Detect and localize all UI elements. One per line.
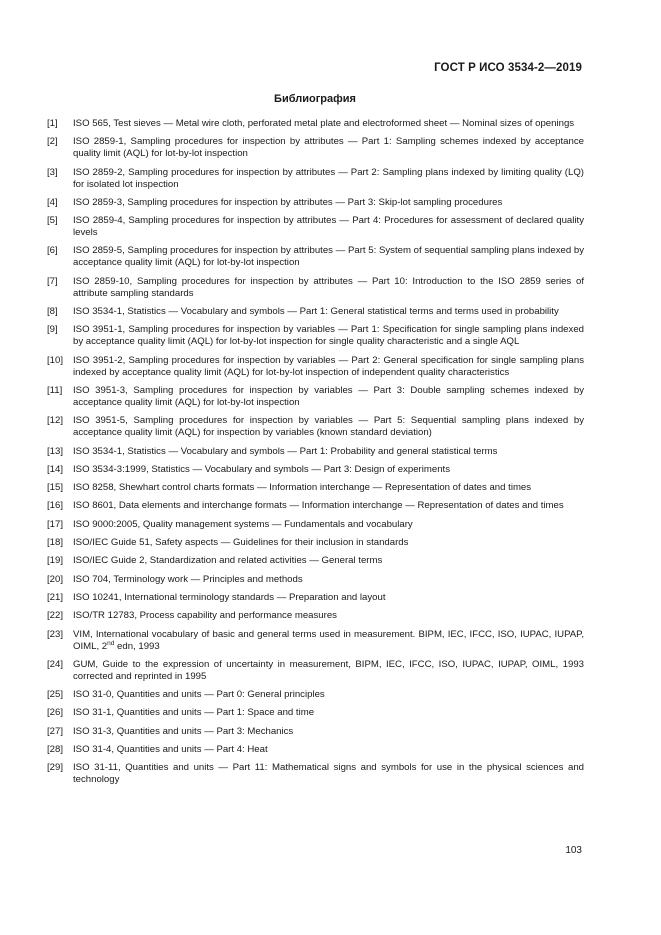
entry-text: ISO 31-1, Quantities and units — Part 1: Space and time xyxy=(73,707,315,719)
entry-number: [22] xyxy=(47,610,64,622)
entry-text: ISO 8601, Data elements and interchange formats — Information interchange — Representation of dates and times xyxy=(73,500,564,512)
entry-text-tail: edn, 1993 xyxy=(114,640,160,652)
entry-number: [6] xyxy=(47,245,58,257)
entry-text: ISO 2859-10, Sampling procedures for inspection by attributes — Part 10: Introduction to the ISO 2859 series of attribute sampling standards xyxy=(73,275,584,299)
entry-text: ISO/IEC Guide 2, Standardization and related activities — General terms xyxy=(73,555,383,567)
bibliography-entry xyxy=(47,500,584,512)
entry-text: ISO 9000:2005, Quality management systems — Fundamentals and vocabulary xyxy=(73,518,413,530)
bibliography-entry xyxy=(47,629,584,653)
entry-number: [25] xyxy=(47,689,64,701)
standard-id: ГОСТ Р ИСО 3534-2—2019 xyxy=(434,62,582,74)
bibliography-entry xyxy=(47,537,584,549)
entry-text: ISO 3951-3, Sampling procedures for inspection by variables — Part 3: Double sampling schemes indexed by acceptance quality limit (AQL) for lot-by-lot inspection xyxy=(73,384,584,408)
bibliography-entry xyxy=(47,707,584,719)
entry-number: [3] xyxy=(47,166,58,178)
entry-text-main: VIM, International vocabulary of basic and general terms used in measurement. BIPM, IEC, IFCC, ISO, IUPAC, IUPAP, OIML, 2 xyxy=(73,628,584,652)
entry-text: ISO 2859-3, Sampling procedures for inspection by attributes — Part 3: Skip-lot sampling procedures xyxy=(73,196,503,208)
entry-text: ISO 704, Terminology work — Principles and methods xyxy=(73,573,303,585)
bibliography-entry xyxy=(47,136,584,160)
entry-number: [4] xyxy=(47,196,58,208)
entry-text: ISO/IEC Guide 51, Safety aspects — Guidelines for their inclusion in standards xyxy=(73,537,409,549)
bibliography-entry xyxy=(47,245,584,269)
entry-number: [13] xyxy=(47,445,64,457)
bibliography-entry xyxy=(47,215,584,239)
entry-number: [11] xyxy=(47,384,63,396)
bibliography-entry xyxy=(47,555,584,567)
entry-text: ISO 31-0, Quantities and units — Part 0: General principles xyxy=(73,689,325,701)
entry-number: [18] xyxy=(47,537,64,549)
entry-number: [5] xyxy=(47,215,58,227)
bibliography-entry xyxy=(47,197,584,209)
bibliography-entry xyxy=(47,446,584,458)
entry-text: ISO 3534-3:1999, Statistics — Vocabulary and symbols — Part 3: Design of experiments xyxy=(73,463,451,475)
bibliography-entry xyxy=(47,762,584,786)
bibliography-entry xyxy=(47,355,584,379)
entry-text xyxy=(73,629,584,653)
entry-number: [7] xyxy=(47,275,58,287)
bibliography-entry xyxy=(47,167,584,191)
bibliography-entry xyxy=(47,592,584,604)
edition-superscript: nd xyxy=(107,639,115,647)
bibliography-entry xyxy=(47,744,584,756)
entry-number: [1] xyxy=(47,118,58,129)
bibliography-entry xyxy=(47,276,584,300)
entry-text: ISO 2859-2, Sampling procedures for inspection by attributes — Part 2: Sampling plans indexed by limiting quality (LQ) for isolated lot inspection xyxy=(73,166,584,190)
entry-number: [2] xyxy=(47,136,58,148)
bibliography-entry xyxy=(47,464,584,476)
entry-text: ISO 3534-1, Statistics — Vocabulary and symbols — Part 1: Probability and general statistical terms xyxy=(73,445,498,457)
entry-number: [23] xyxy=(47,628,64,640)
bibliography-entry xyxy=(47,659,584,683)
bibliography-entry xyxy=(47,726,584,738)
bibliography-entry xyxy=(47,415,584,439)
entry-number: [24] xyxy=(47,658,64,670)
bibliography-entry xyxy=(47,118,584,130)
entry-number: [15] xyxy=(47,482,64,494)
bibliography-entry xyxy=(47,306,584,318)
entry-number: [10] xyxy=(47,354,64,366)
entry-text: ISO 8258, Shewhart control charts formats — Information interchange — Representation of dates and times xyxy=(73,482,532,494)
entry-text: ISO 31-3, Quantities and units — Part 3: Mechanics xyxy=(73,725,294,737)
entry-number: [26] xyxy=(47,707,64,719)
entry-text: ISO 31-4, Quantities and units — Part 4: Heat xyxy=(73,744,268,756)
bibliography-entry xyxy=(47,689,584,701)
bibliography-entry xyxy=(47,574,584,586)
bibliography-entry xyxy=(47,482,584,494)
entry-text: ISO 31-11, Quantities and units — Part 11: Mathematical signs and symbols for use in the physical sciences and technology xyxy=(73,762,584,786)
entry-text: ISO 3951-2, Sampling procedures for inspection by variables — Part 2: General specification for single sampling plans indexed by acceptance quality limit (AQL) for lot-by-lot inspection of independent quality characteristics xyxy=(73,354,584,378)
page-title: Библиография xyxy=(274,93,356,105)
entry-number: [17] xyxy=(47,518,64,530)
bibliography-entry xyxy=(47,519,584,531)
entry-text: GUM, Guide to the expression of uncertainty in measurement, BIPM, IEC, IFCC, ISO, IUPAC, IUPAP, OIML, 1993 corrected and reprinted in 1995 xyxy=(73,658,584,682)
entry-number: [14] xyxy=(47,463,64,475)
bibliography-entry xyxy=(47,610,584,622)
entry-text: ISO 3534-1, Statistics — Vocabulary and symbols — Part 1: General statistical terms and terms used in probability xyxy=(73,306,559,318)
entry-text: ISO 565, Test sieves — Metal wire cloth, perforated metal plate and electroformed sheet — Nominal sizes of openings xyxy=(73,118,575,129)
entry-text: ISO 2859-4, Sampling procedures for inspection by attributes — Part 4: Procedures for assessment of declared quality levels xyxy=(73,215,584,239)
entry-text: ISO 2859-1, Sampling procedures for inspection by attributes — Part 1: Sampling schemes indexed by acceptance quality limit (AQL) for lot-by-lot inspection xyxy=(73,136,584,160)
entry-number: [27] xyxy=(47,725,64,737)
entry-text: ISO/TR 12783, Process capability and performance measures xyxy=(73,610,337,622)
entry-number: [21] xyxy=(47,591,64,603)
bibliography-entry xyxy=(47,385,584,409)
entry-number: [20] xyxy=(47,573,64,585)
entry-text: ISO 3951-5, Sampling procedures for inspection by variables — Part 5: Sequential sampling plans indexed by acceptance quality limit (AQL) for inspection by variables (known standard deviation) xyxy=(73,415,584,439)
entry-number: [16] xyxy=(47,500,64,512)
entry-number: [19] xyxy=(47,555,64,567)
entry-number: [9] xyxy=(47,324,58,336)
bibliography-list xyxy=(47,118,584,793)
entry-number: [28] xyxy=(47,744,64,756)
entry-text: ISO 2859-5, Sampling procedures for inspection by attributes — Part 5: System of sequential sampling plans indexed by acceptance quality limit (AQL) for lot-by-lot inspection xyxy=(73,245,584,269)
entry-number: [8] xyxy=(47,306,58,318)
page-number: 103 xyxy=(565,845,582,856)
entry-number: [29] xyxy=(47,762,64,774)
entry-number: [12] xyxy=(47,415,64,427)
entry-text: ISO 10241, International terminology standards — Preparation and layout xyxy=(73,591,386,603)
bibliography-entry xyxy=(47,324,584,348)
entry-text: ISO 3951-1, Sampling procedures for inspection by variables — Part 1: Specification for single sampling plans indexed by acceptance quality limit (AQL) for lot-by-lot inspection for single quality characteristic and a single AQL xyxy=(73,324,584,348)
